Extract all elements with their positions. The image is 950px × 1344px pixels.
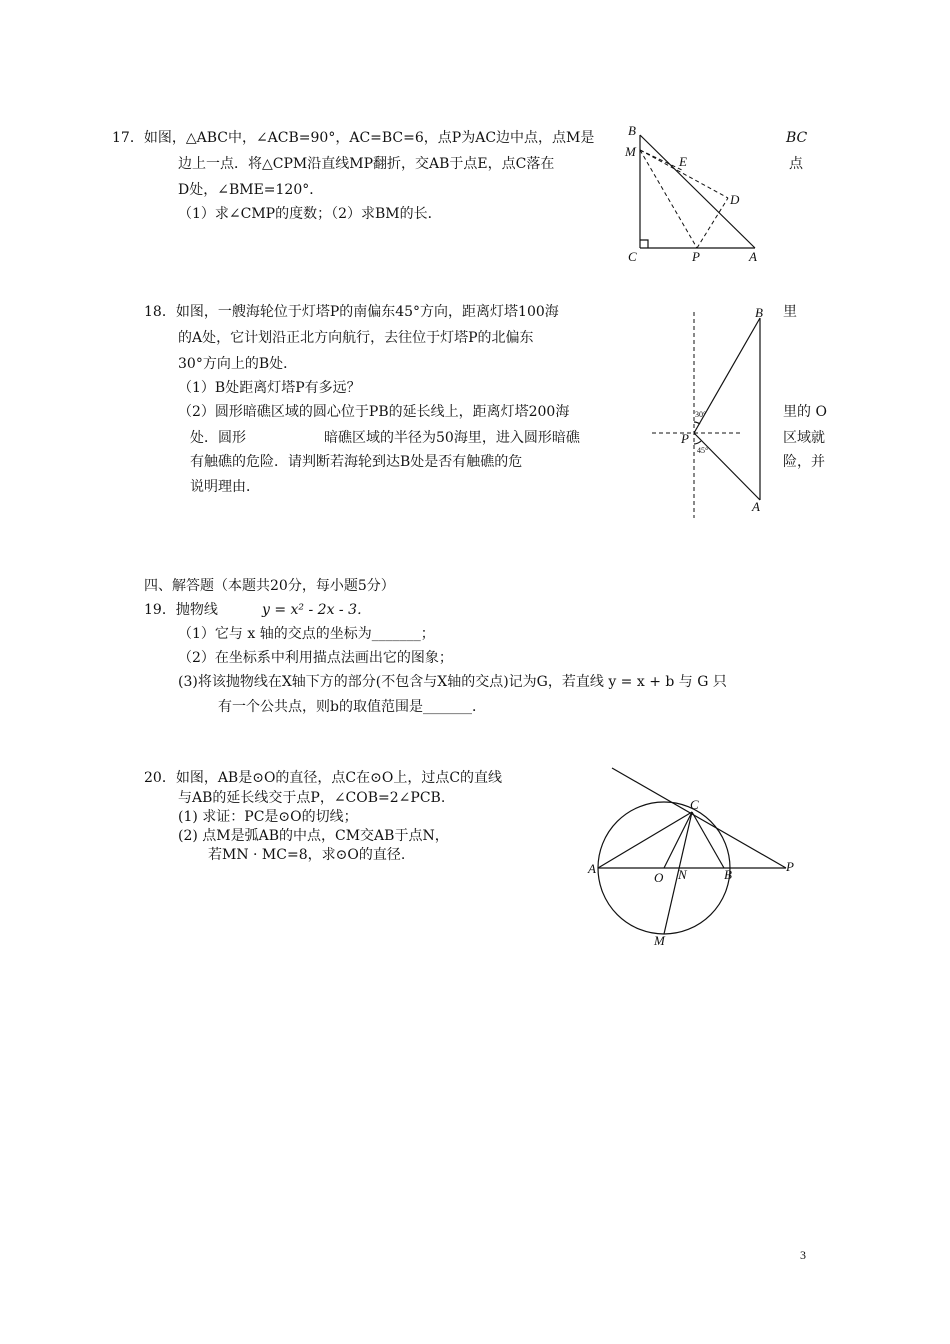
- q17-label-b: B: [628, 123, 636, 138]
- q17-line4: （1）求∠CMP的度数；（2）求BM的长．: [178, 206, 442, 222]
- q17-right-bc: BC: [786, 130, 808, 146]
- q17-label-p: P: [692, 249, 700, 264]
- q19-line2: （1）它与 x 轴的交点的坐标为_______；: [178, 626, 435, 642]
- q18-line2: 的A处，它计划沿正北方向航行，去往位于灯塔P的北偏东: [178, 330, 534, 346]
- q20-label-c: C: [690, 797, 699, 812]
- q19-line3: （2）在坐标系中利用描点法画出它的图象；: [178, 650, 453, 666]
- q17-line3: D处，∠BME=120°．: [178, 182, 324, 198]
- section4-heading: 四、解答题（本题共20分，每小题5分）: [144, 578, 395, 594]
- q20-line1: 20．如图，AB是⊙O的直径，点C在⊙O上，过点C的直线: [144, 770, 503, 786]
- q17-label-a: A: [749, 249, 757, 264]
- q20-label-m: M: [654, 933, 665, 948]
- q18-right3: 区域就: [783, 430, 825, 446]
- q18-line4: （1）B处距离灯塔P有多远？: [178, 380, 361, 396]
- q20-label-n: N: [678, 867, 687, 882]
- q18-label-p: P: [681, 431, 689, 446]
- q18-angle-30: 30°: [695, 410, 707, 419]
- q20-line3: (1) 求证：PC是⊙O的切线；: [178, 809, 358, 825]
- q17-line1: 17．如图，△ABC中，∠ACB=90°，AC=BC=6，点P为AC边中点，点M是: [112, 130, 595, 146]
- q20-label-p: P: [786, 859, 794, 874]
- page-number: 3: [800, 1248, 806, 1262]
- q17-label-e: E: [679, 154, 687, 169]
- q17-label-c: C: [628, 249, 637, 264]
- q18-right2: 里的 O: [783, 404, 827, 420]
- q17-label-d: D: [730, 192, 740, 207]
- q19-line5: 有一个公共点，则b的取值范围是_______．: [218, 699, 486, 715]
- q20-label-a: A: [588, 861, 596, 876]
- q20-line4: (2) 点M是弧AB的中点，CM交AB于点N，: [178, 828, 449, 844]
- q18-line7: 有触礁的危险．请判断若海轮到达B处是否有触礁的危: [190, 454, 523, 470]
- q20-line5: 若MN · MC=8，求⊙O的直径.: [208, 847, 406, 863]
- q17-right-point: 点: [789, 156, 803, 172]
- q18-line3: 30°方向上的B处．: [178, 356, 298, 372]
- q20-label-b: B: [724, 867, 732, 882]
- q18-line6a: 处．圆形: [190, 430, 246, 446]
- q18-line8: 说明理由．: [190, 479, 260, 495]
- q19-equation: y = x² - 2x - 3．: [262, 602, 372, 618]
- q18-label-b: B: [755, 305, 763, 320]
- q18-line1: 18．如图，一艘海轮位于灯塔P的南偏东45°方向，距离灯塔100海: [144, 304, 559, 320]
- q20-label-o: O: [654, 870, 664, 885]
- q18-line5: （2）圆形暗礁区域的圆心位于PB的延长线上，距离灯塔200海: [178, 404, 570, 420]
- q20-line2: 与AB的延长线交于点P，∠COB=2∠PCB.: [178, 790, 446, 806]
- q18-label-a: A: [752, 499, 760, 514]
- q18-line6b: 暗礁区域的半径为50海里，进入圆形暗礁: [324, 430, 580, 446]
- q17-line2: 边上一点．将△CPM沿直线MP翻折，交AB于点E，点C落在: [178, 156, 555, 172]
- q17-label-m: M: [625, 144, 636, 159]
- q19-line1: 19．抛物线: [144, 602, 218, 618]
- q18-right4: 险，并: [783, 454, 825, 470]
- q19-line4: (3)将该抛物线在X轴下方的部分(不包含与X轴的交点)记为G，若直线 y = x + b 与 G 只: [178, 674, 727, 690]
- q18-angle-45: 45°: [697, 446, 709, 455]
- q18-right1: 里: [783, 304, 797, 320]
